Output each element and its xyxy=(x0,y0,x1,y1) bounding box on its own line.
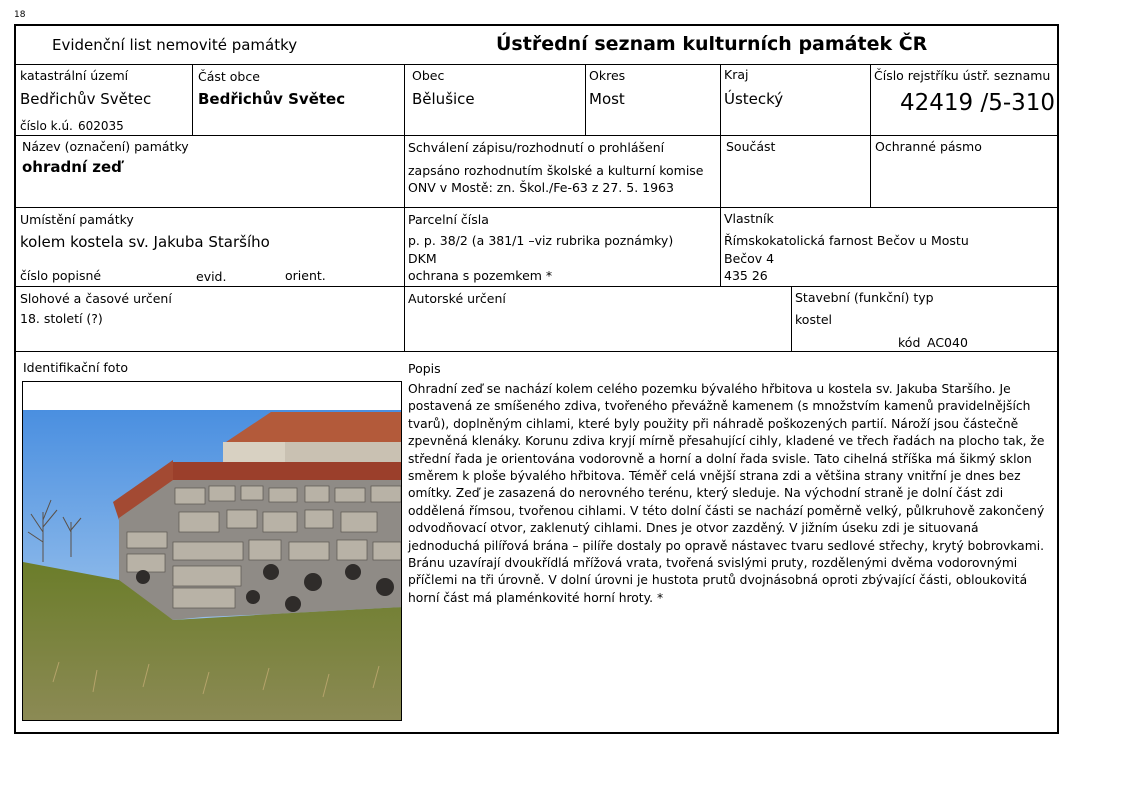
owner-line-1: Římskokatolická farnost Bečov u Mostu xyxy=(724,233,969,248)
register-number-label: Číslo rejstříku ústř. seznamu xyxy=(874,68,1051,83)
divider-v xyxy=(404,64,405,135)
divider-row2 xyxy=(14,207,1059,208)
type-code-label: kód xyxy=(898,335,921,350)
divider-v xyxy=(720,64,721,135)
page-number: 18 xyxy=(14,10,26,20)
divider-v xyxy=(404,207,405,286)
approval-line-1: zapsáno rozhodnutím školské a kulturní komise xyxy=(408,163,704,178)
house-number-label: číslo popisné xyxy=(20,268,102,283)
register-number-value: 42419 /5-310 xyxy=(900,90,1056,116)
parcel-line-1: p. p. 38/2 (a 381/1 –viz rubrika poznámky) xyxy=(408,233,674,248)
component-label: Součást xyxy=(726,139,776,154)
building-type-label: Stavební (funkční) typ xyxy=(795,290,934,305)
municipality-value: Bělušice xyxy=(412,90,475,108)
divider-header xyxy=(14,64,1059,65)
cadastral-area-label: katastrální území xyxy=(20,68,129,83)
parcel-line-3: ochrana s pozemkem * xyxy=(408,268,553,283)
municipality-label: Obec xyxy=(412,68,445,83)
location-value: kolem kostela sv. Jakuba Staršího xyxy=(20,233,270,251)
divider-v xyxy=(404,286,405,351)
owner-line-2: Bečov 4 xyxy=(724,251,775,266)
region-value: Ústecký xyxy=(724,90,784,108)
author-label: Autorské určení xyxy=(408,291,506,306)
divider-v xyxy=(585,64,586,135)
evidence-number-label: evid. xyxy=(196,269,227,284)
divider-v xyxy=(720,207,721,286)
parcel-line-2: DKM xyxy=(408,251,437,266)
monument-name-value: ohradní zeď xyxy=(22,158,122,176)
description-label: Popis xyxy=(408,361,441,376)
style-period-value: 18. století (?) xyxy=(20,311,103,326)
cadastral-area-value: Bedřichův Světec xyxy=(20,90,152,108)
divider-row4 xyxy=(14,351,1059,352)
approval-line-2: ONV v Mostě: zn. Škol./Fe-63 z 27. 5. 1963 xyxy=(408,180,674,195)
divider-v xyxy=(791,286,792,351)
owner-line-3: 435 26 xyxy=(724,268,768,283)
divider-v xyxy=(870,135,871,207)
owner-label: Vlastník xyxy=(724,211,774,226)
register-title: Ústřední seznam kulturních památek ČR xyxy=(496,33,928,55)
region-label: Kraj xyxy=(724,67,749,82)
identification-photo-label: Identifikační foto xyxy=(23,360,128,375)
location-label: Umístění památky xyxy=(20,212,134,227)
divider-row1 xyxy=(14,135,1059,136)
divider-v xyxy=(192,64,193,135)
style-period-label: Slohové a časové určení xyxy=(20,291,172,306)
description-text: Ohradní zeď se nachází kolem celého pozemku bývalého hřbitova u kostela sv. Jakuba Staršího. Je postavená ze smíšeného zdiva, tvořeného převážně kamenem (s množstvím kamenů pravidelnějších tvarů), doplněným cihlami, které byly použity při náhradě poškozených partií. Nároží jsou částečně zpevněná klenáky. Korunu zdiva kryjí mírně přesahující cihly, kladené ve třech řadách na plocho tak, že střední řada je orientována vodorovně a horní a dolní řada svisle. Tato cihelná stříška má šikmý sklon směrem k ploše bývalého hřbitova. Téměř celá vnější strana zdi a většina strany vnitřní je dnes bez omítky. Zeď je zasazená do nerovného terénu, který sleduje. Na východní straně je dolní část zdi oddělená římsou, tvořenou cihlami. V této dolní části se nachází poměrně velký, půlkruhově zakončený odvodňovací otvor, zaklenutý cihlami. Dnes je otvor zazděný. V jižním úseku zdi je situovaná jednoduchá pilířová brána – pilíře dostaly po opravě nástavec tvaru sedlové střechy, krytý bobrovkami. Bránu uzavírají dvoukřídlá mřížová vrata, tvořená svislými pruty, rozdělenými dvěma vodorovnými příčlemi na tři úrovně. V dolní úrovni je hustota prutů dvojnásobná oproti zbývající části, obloukovitá horní část má plaménkovité horní hroty. * xyxy=(408,382,1045,605)
district-label: Okres xyxy=(589,68,626,83)
approval-label: Schválení zápisu/rozhodnutí o prohlášení xyxy=(408,140,665,155)
cadastral-number-value: 602035 xyxy=(78,119,124,133)
monument-name-label: Název (označení) památky xyxy=(22,139,189,154)
sheet-type-title: Evidenční list nemovité památky xyxy=(52,36,298,54)
parcel-label: Parcelní čísla xyxy=(408,212,489,227)
divider-v xyxy=(870,64,871,135)
district-value: Most xyxy=(589,90,625,108)
municipal-part-label: Část obce xyxy=(198,69,260,84)
protection-zone-label: Ochranné pásmo xyxy=(875,139,982,154)
type-code-value: AC040 xyxy=(927,335,968,350)
cadastral-number-label: číslo k.ú. xyxy=(20,119,73,133)
identification-photo xyxy=(22,381,402,721)
divider-v xyxy=(404,135,405,207)
divider-row3 xyxy=(14,286,1059,287)
building-type-value: kostel xyxy=(795,312,833,327)
municipal-part-value: Bedřichův Světec xyxy=(198,90,346,108)
orientation-number-label: orient. xyxy=(285,268,326,283)
divider-v xyxy=(720,135,721,207)
